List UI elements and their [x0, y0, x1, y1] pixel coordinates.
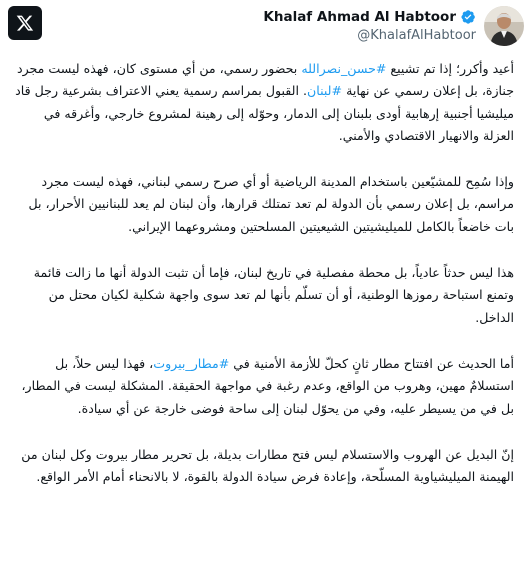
author-name[interactable]: Khalaf Ahmad Al Habtoor: [263, 9, 456, 25]
text-segment: ، فهذا ليس حلاً، بل استسلامٌ مهين، وهروب من الواقع، وعدم رغبة في مواجهة الحقيقة. المشكلة ليست في المطار، بل في من يسيطر عليه، وفي من يحوّل لبنان إلى ساحة فوضى خارجة عن أي سيادة.: [21, 355, 514, 416]
tweet-paragraph-2: وإذا سُمِح للمشيّعين باستخدام المدينة الرياضية أو أي صرح رسمي لبناني، فهذه ليست مجرد مراسم، بل إعلان رسمي بأن الدولة لم تعد تمتلك قرارها، وأن لبنان لم يعد للبنانيين الأحرار، بل بات خاضعاً بالكامل للميليشيتين الشيعيتين المسلحتين ومشروعهما الإيراني.: [28, 174, 514, 234]
verified-badge-icon: [460, 9, 476, 25]
hashtag-link[interactable]: #لبنان: [306, 83, 343, 99]
text-segment: بحضور رسمي، من أي مستوى كان، فهذه ليست مجرد جنازة، بل إعلان رسمي عن نهاية: [16, 61, 514, 99]
hashtag-link[interactable]: #حسن_نصرالله: [301, 61, 387, 76]
profile-photo: [484, 6, 524, 46]
author-handle[interactable]: @KhalafAlHabtoor: [357, 28, 476, 43]
tweet-paragraph-3: هذا ليس حدثاً عادياً، بل محطة مفصلية في تاريخ لبنان، فإما أن تثبت الدولة أنها ما زالت قائمة وتمنع استباحة رموزها الوطنية، أو أن تسلّم بأنها لم تعد سوى واجهة شكلية لكيان محتل من الداخل.: [33, 265, 514, 325]
author-avatar[interactable]: [484, 6, 524, 46]
tweet-header: [0, 0, 532, 56]
x-logo-button[interactable]: [8, 6, 42, 40]
author-name-row: [263, 9, 476, 25]
tweet-text: [14, 58, 514, 512]
hashtag-link[interactable]: #مطار_بيروت: [153, 355, 230, 371]
tweet-paragraph-1: [14, 58, 514, 147]
text-segment: . القبول بمراسم رسمية يعني الاعتراف بشرعية رجل قاد ميليشيا أجنبية إرهابية أودى بلبنان إلى الدمار، وحوّله إلى رهينة لمشروع خارجي، وأغرقه في العزلة والانهيار الاقتصادي والأمني.: [15, 83, 514, 143]
tweet-paragraph-5: إنّ البديل عن الهروب والاستسلام ليس فتح مطارات بديلة، بل تحرير مطار بيروت وكل لبنان من الهيمنة الميليشياوية المسلّحة، وإعادة فرض سيادة الدولة بالقوة، لا بالانحناء أمام الأمر الواقع.: [21, 446, 514, 485]
text-segment: أعيد وأكرر؛ إذا تم تشييع: [386, 61, 514, 76]
tweet-paragraph-4: [14, 353, 514, 420]
author-info: [263, 9, 476, 43]
x-logo-icon: [16, 14, 34, 32]
text-segment: أما الحديث عن افتتاح مطار ثانٍ كحلّ للأزمة الأمنية في: [229, 355, 514, 371]
